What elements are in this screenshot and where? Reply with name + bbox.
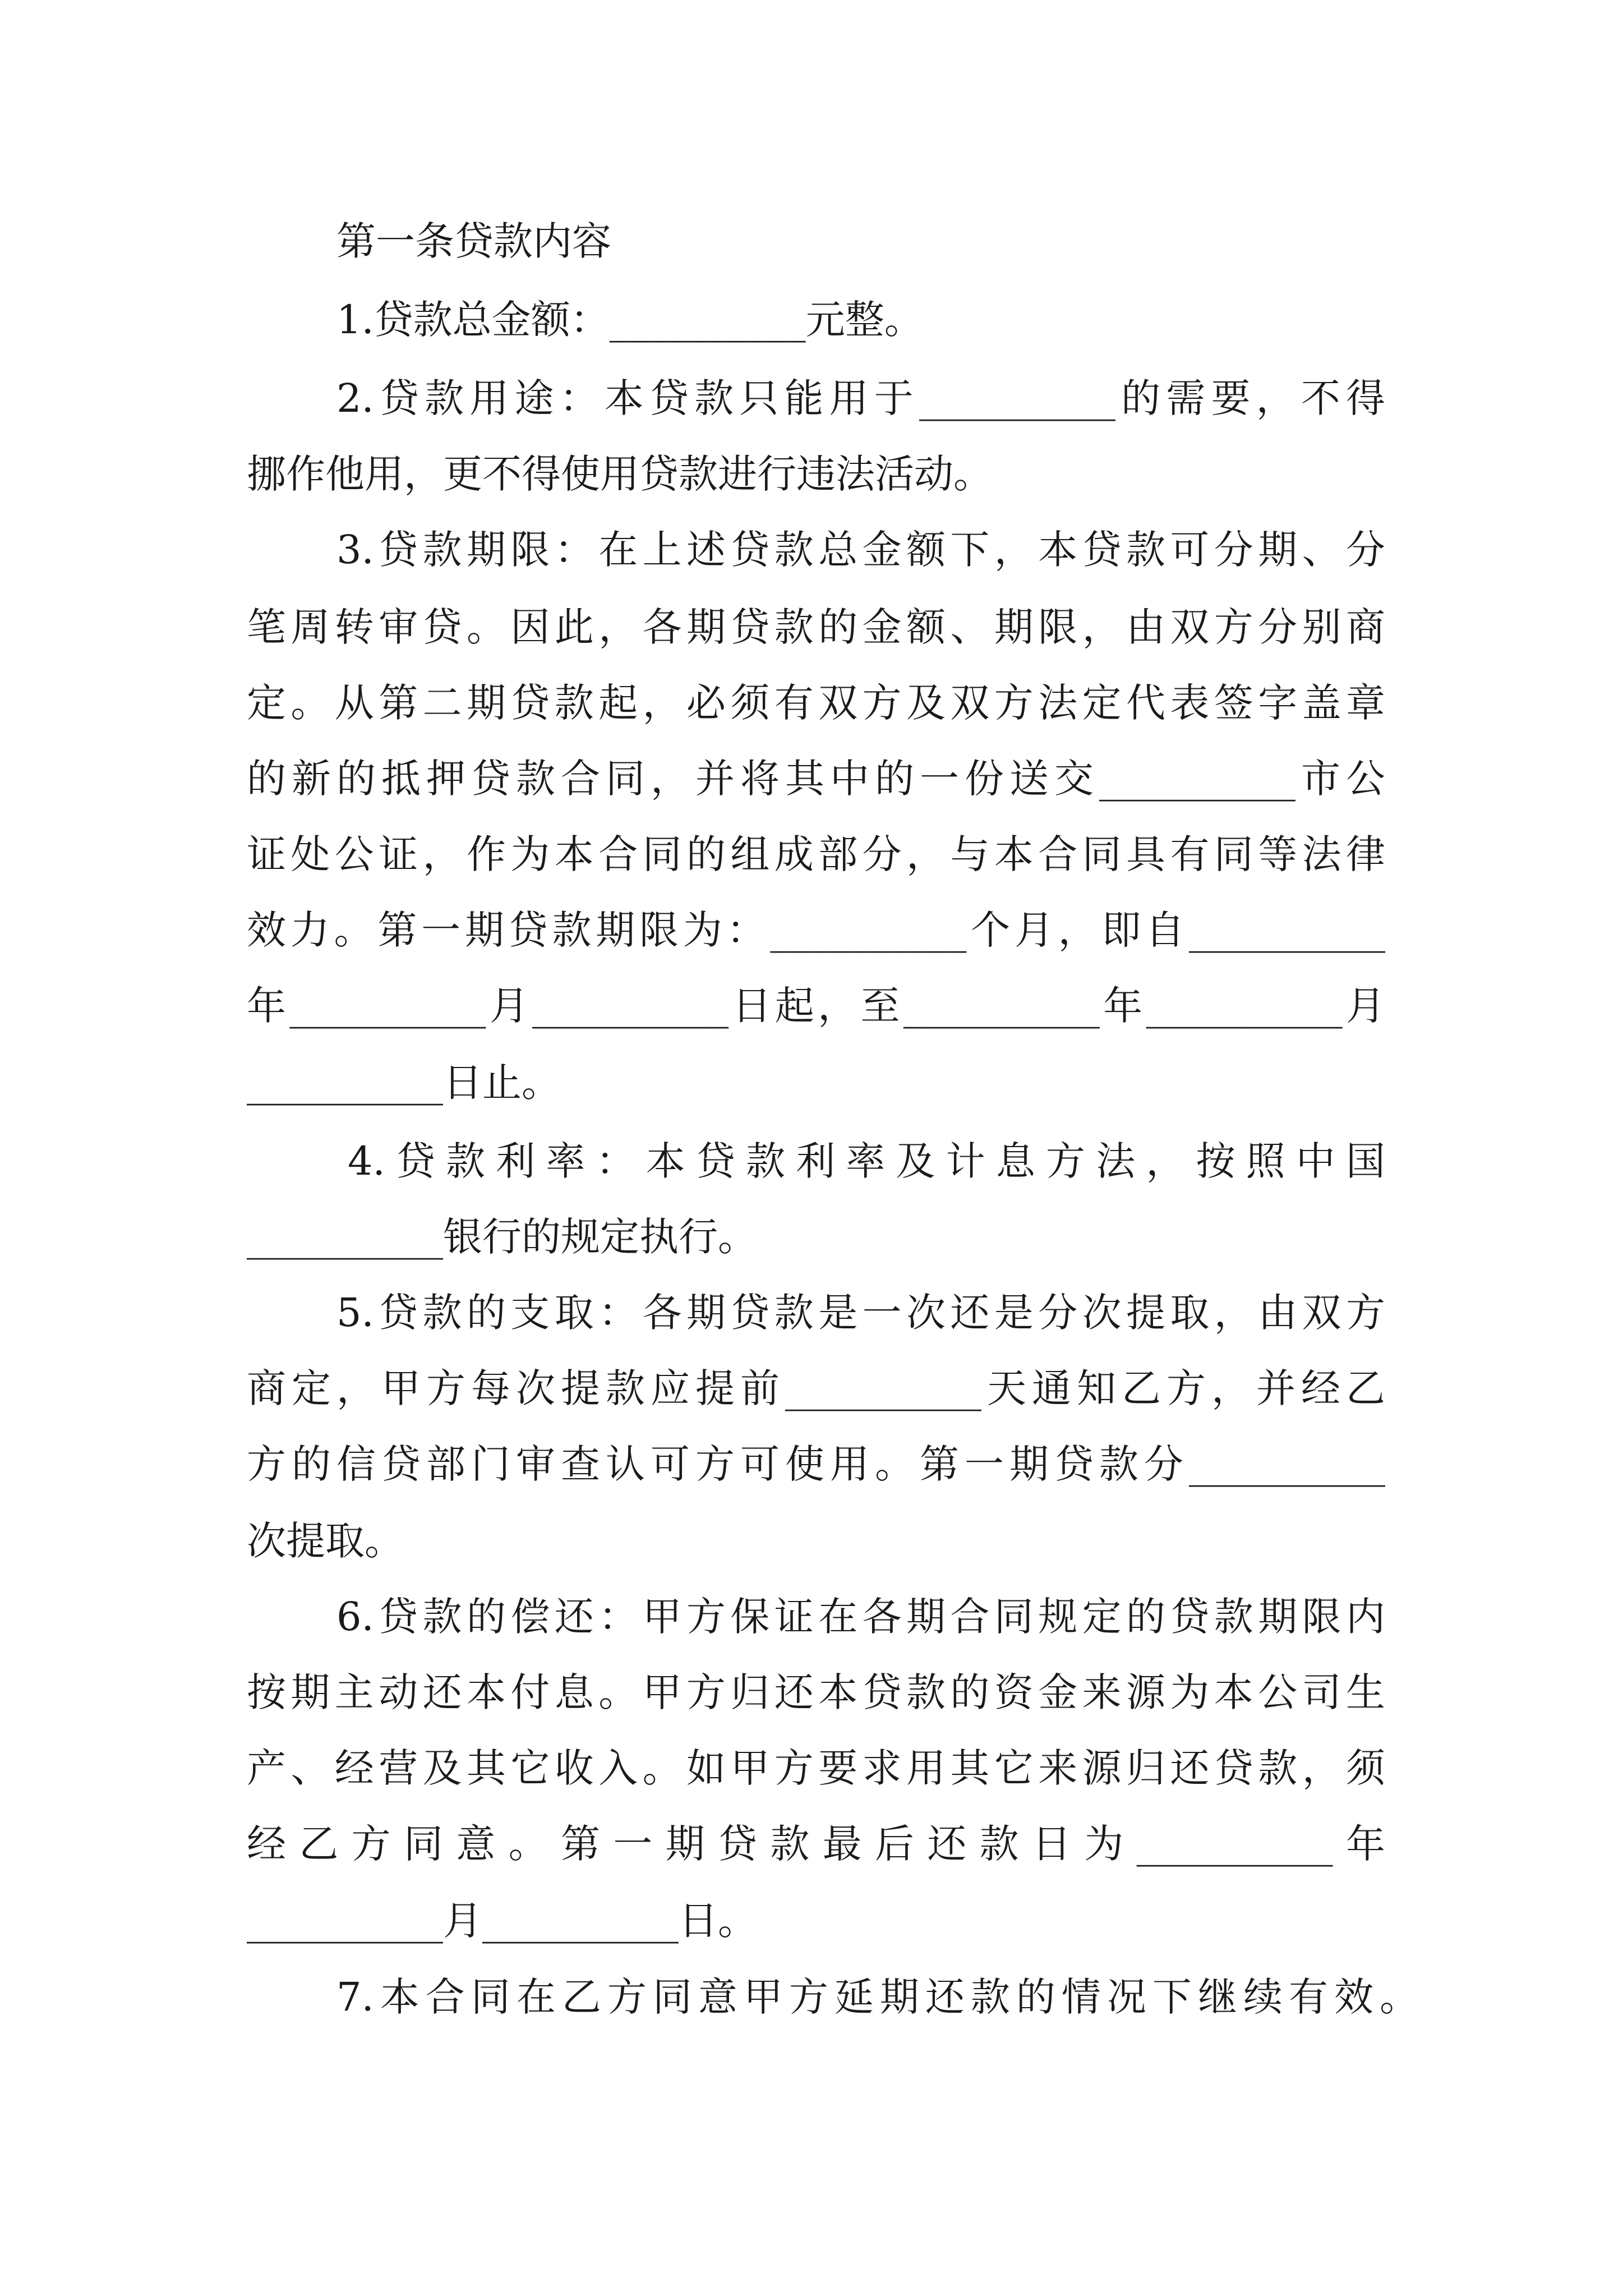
clause-5-line-3: 方的信贷部门审查认可方可使用。第一期贷款分__________ [247,1441,1385,1487]
clause-6-line-2: 按期主动还本付息。甲方归还本贷款的资金来源为本公司生 [247,1669,1385,1715]
clause-4-line-2: __________银行的规定执行。 [247,1214,757,1260]
clause-3-line-2: 笔周转审贷。因此，各期贷款的金额、期限，由双方分别商 [247,604,1385,650]
clause-3-line-5: 证处公证，作为本合同的组成部分，与本合同具有同等法律 [247,831,1385,877]
clause-1-line-1: 1.贷款总金额：__________元整。 [336,297,924,343]
section-title: 第一条贷款内容 [336,218,611,264]
clause-2-line-2: 挪作他用，更不得使用贷款进行违法活动。 [247,451,993,497]
clause-3-line-7: 年__________月__________日起，至__________年__________月 [247,983,1385,1029]
clause-6-line-1: 6.贷款的偿还：甲方保证在各期合同规定的贷款期限内 [336,1594,1385,1640]
clause-3-line-1: 3.贷款期限：在上述贷款总金额下，本贷款可分期、分 [336,527,1385,573]
clause-2-line-1: 2.贷款用途：本贷款只能用于__________的需要，不得 [336,375,1385,421]
clause-3-line-4: 的新的抵押贷款合同，并将其中的一份送交__________市公 [247,756,1385,802]
clause-7-line-1: 7.本合同在乙方同意甲方延期还款的情况下继续有效。 [336,1974,1419,2020]
clause-3-line-6: 效力。第一期贷款期限为：__________个月，即自__________ [247,907,1385,953]
clause-5-line-1: 5.贷款的支取：各期贷款是一次还是分次提取，由双方 [336,1290,1385,1336]
clause-6-line-5: __________月__________日。 [247,1898,757,1944]
clause-5-line-4: 次提取。 [247,1518,404,1564]
clause-5-line-2: 商定，甲方每次提款应提前__________天通知乙方，并经乙 [247,1365,1385,1411]
clause-4-line-1: 4.贷款利率：本贷款利率及计息方法，按照中国 [348,1138,1385,1184]
clause-3-line-8: __________日止。 [247,1060,561,1106]
clause-6-line-3: 产、经营及其它收入。如甲方要求用其它来源归还贷款，须 [247,1745,1385,1791]
clause-6-line-4: 经乙方同意。第一期贷款最后还款日为__________年 [247,1821,1385,1867]
clause-3-line-3: 定。从第二期贷款起，必须有双方及双方法定代表签字盖章 [247,680,1385,726]
